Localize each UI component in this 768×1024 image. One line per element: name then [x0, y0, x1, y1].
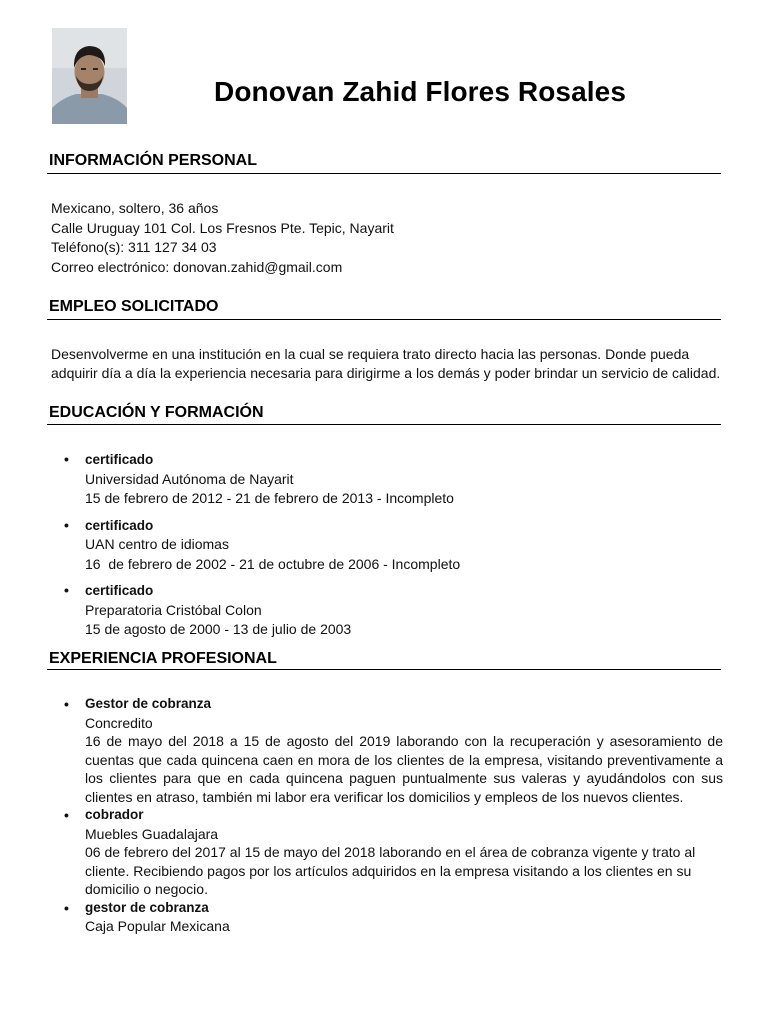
job-title: Gestor de cobranza: [85, 696, 212, 711]
job-title: cobrador: [85, 807, 144, 822]
list-item: [63, 695, 723, 806]
person-photo-icon: [52, 28, 127, 124]
education-dates: 15 de agosto de 2000 - 13 de julio de 2003: [85, 621, 352, 637]
personal-line: Calle Uruguay 101 Col. Los Fresnos Pte. Tepic, Nayarit: [51, 219, 394, 236]
education-institution: UAN centro de idiomas: [85, 536, 229, 552]
experience-list: [63, 695, 723, 936]
job-description: 16 de mayo del 2018 a 15 de agosto del 2019 laborando con la recuperación y asesoramiento de cuentas que cada quincena caen en mora de los clientes de la empresa, visitando preventivamente a los clientes para que en cada quincena paguen puntualmente sus valeras y ayudándolos con sus clientes en atraso, también mi labor era verificar los domicilios y empleos de los nuevos clientes.: [85, 733, 723, 805]
education-institution: Preparatoria Cristóbal Colon: [85, 601, 262, 618]
education-title: certificado: [85, 452, 154, 467]
section-title-objective: EMPLEO SOLICITADO: [49, 298, 219, 315]
job-description: 06 de febrero del 2017 al 15 de mayo del 2018 laborando en el área de cobranza vigente y trato al cliente. Recibiendo pagos por los artículos adquiridos en la empresa visitando a los clientes en su domicilio o negocio.: [85, 844, 696, 897]
list-item: [63, 450, 460, 509]
profile-photo: [52, 28, 127, 124]
education-title: certificado: [85, 517, 154, 533]
section-divider: [47, 424, 721, 425]
section-title-personal: INFORMACIÓN PERSONAL: [49, 152, 257, 169]
section-title-experience: EXPERIENCIA PROFESIONAL: [49, 650, 277, 667]
personal-line: Mexicano, soltero, 36 años: [51, 200, 219, 216]
section-divider: [47, 319, 721, 320]
section-divider: [47, 173, 721, 174]
job-company: Caja Popular Mexicana: [85, 918, 230, 934]
section-title-education: EDUCACIÓN Y FORMACIÓN: [49, 404, 264, 421]
education-list: [63, 450, 460, 647]
section-divider: [47, 669, 721, 670]
bullet-icon: •: [64, 451, 69, 467]
personal-line: Teléfono(s): 311 127 34 03: [51, 239, 217, 255]
job-company: Muebles Guadalajara: [85, 825, 219, 842]
personal-info: [51, 199, 394, 277]
education-dates: 15 de febrero de 2012 - 21 de febrero de 2013 - Incompleto: [85, 490, 454, 506]
education-title: certificado: [85, 583, 154, 598]
bullet-icon: •: [64, 899, 69, 916]
bullet-icon: •: [64, 516, 69, 533]
job-title: gestor de cobranza: [85, 899, 209, 915]
list-item: [63, 516, 460, 575]
bullet-icon: •: [64, 582, 69, 598]
education-institution: Universidad Autónoma de Nayarit: [85, 470, 294, 487]
personal-line: Correo electrónico: donovan.zahid@gmail.com: [51, 258, 343, 275]
list-item: [63, 581, 460, 640]
bullet-icon: •: [64, 696, 69, 712]
job-company: Concredito: [85, 714, 153, 731]
bullet-icon: •: [64, 807, 69, 823]
candidate-name: Donovan Zahid Flores Rosales: [214, 76, 626, 107]
objective-text: Desenvolverme en una institución en la cual se requiera trato directo hacia las personas. Donde pueda adquirir día a día la experiencia necesaria para dirigirme a los demás y poder brindar un servicio de calidad.: [51, 346, 721, 381]
list-item: [63, 899, 723, 936]
education-dates: 16 de febrero de 2002 - 21 de octubre de 2006 - Incompleto: [85, 555, 461, 572]
list-item: [63, 806, 723, 899]
